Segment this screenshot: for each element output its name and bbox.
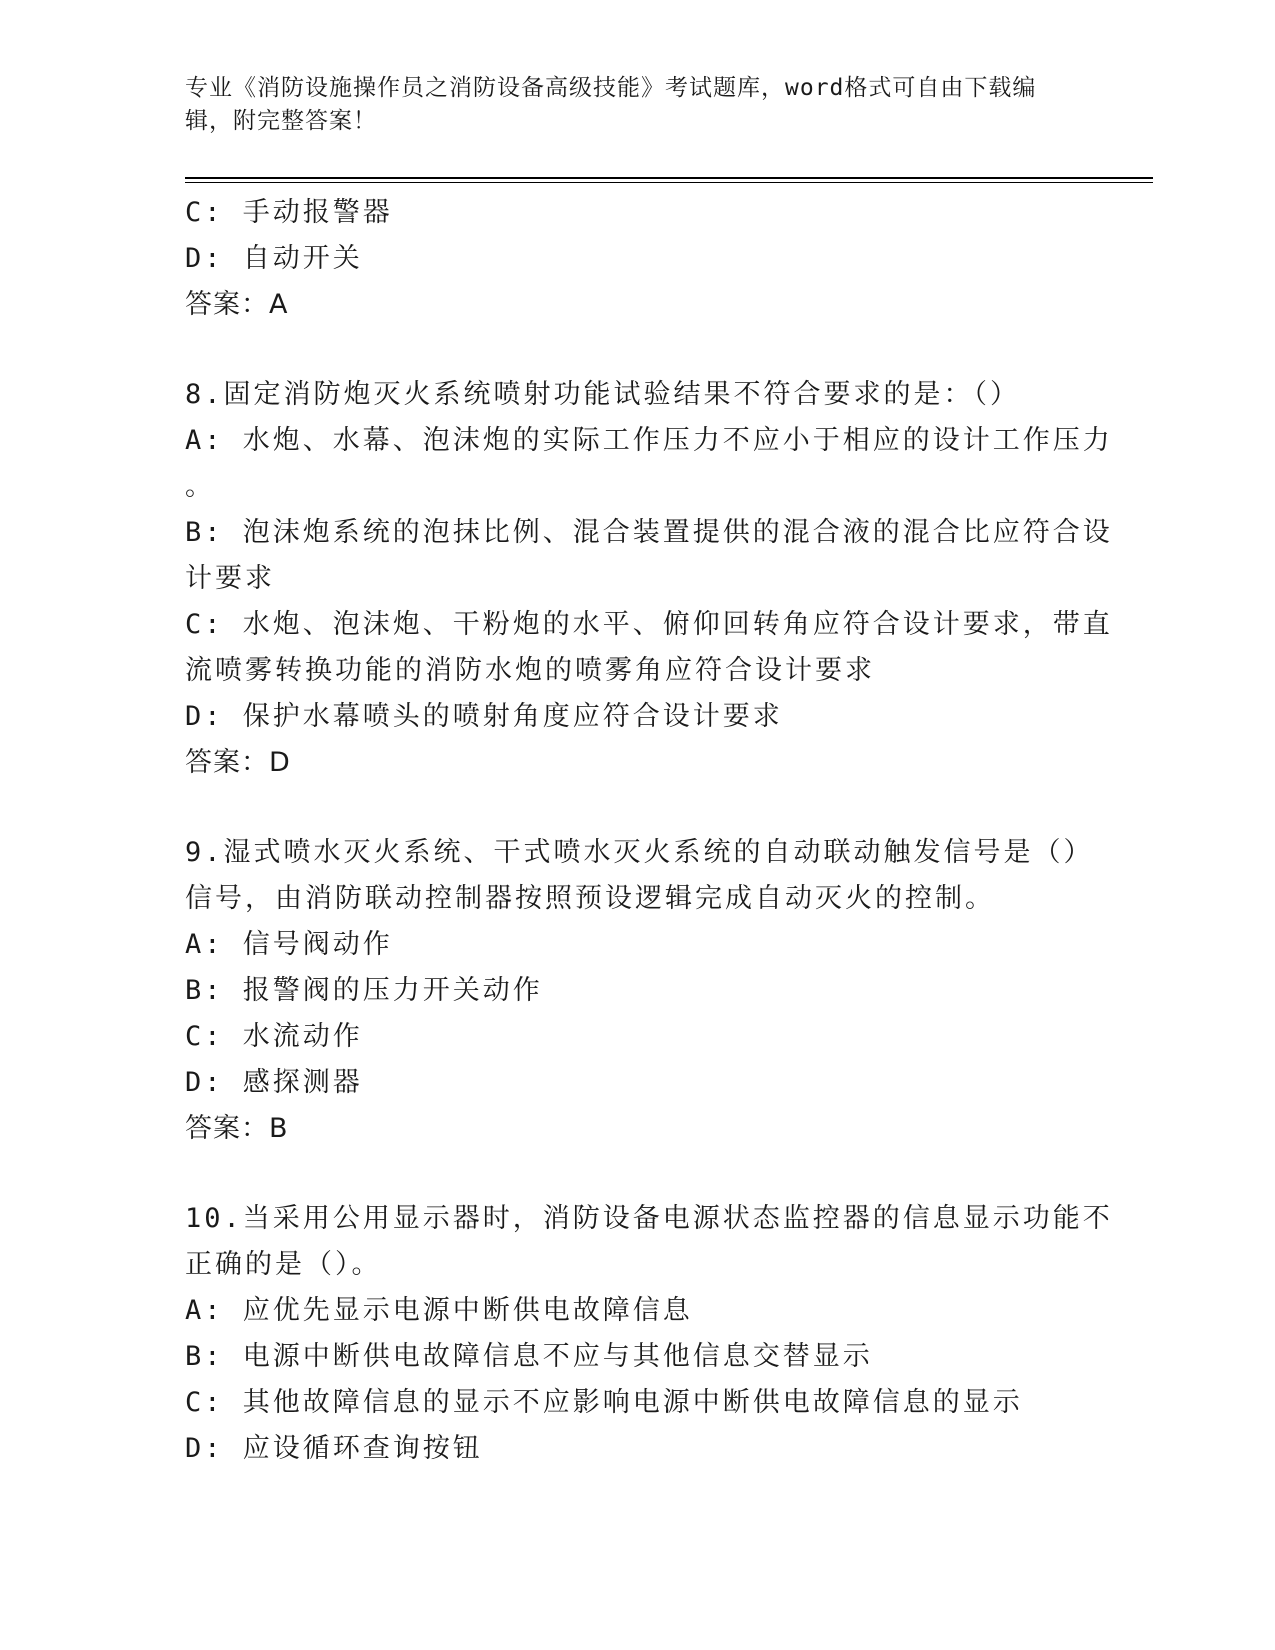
question-stem-continuation: 信号，由消防联动控制器按照预设逻辑完成自动灭火的控制。 (185, 883, 995, 914)
option-b-continuation: 计要求 (185, 563, 275, 594)
header-text-line-1: 专业《消防设施操作员之消防设备高级技能》考试题库，word格式可自由下载编 (185, 75, 1037, 101)
question-stem-continuation: 正确的是（）。 (185, 1249, 382, 1280)
option-b: B: 报警阀的压力开关动作 (185, 975, 543, 1006)
header-divider-thick (185, 177, 1153, 179)
option-d: D: 感探测器 (185, 1067, 363, 1098)
option-d: D: 应设循环查询按钮 (185, 1433, 483, 1464)
spacer (185, 786, 1085, 830)
option-a-continuation: 。 (185, 471, 215, 502)
document-body (185, 190, 1113, 1472)
document-header (185, 72, 1065, 138)
spacer (185, 1152, 1085, 1196)
question-8 (185, 372, 1113, 786)
header-divider-thin (185, 182, 1153, 183)
option-b: B: 泡沫炮系统的泡抹比例、混合装置提供的混合液的混合比应符合设 (185, 517, 1113, 548)
question-stem: 10.当采用公用显示器时，消防设备电源状态监控器的信息显示功能不 (185, 1203, 1113, 1234)
answer-line: 答案：B (185, 1113, 289, 1144)
question-stem: 8.固定消防炮灭火系统喷射功能试验结果不符合要求的是：（） (185, 379, 1021, 410)
option-d: D: 保护水幕喷头的喷射角度应符合设计要求 (185, 701, 783, 732)
header-text-line-2: 辑，附完整答案！ (185, 108, 377, 134)
question-9 (185, 830, 1094, 1152)
option-c: C: 手动报警器 (185, 197, 393, 228)
option-b: B: 电源中断供电故障信息不应与其他信息交替显示 (185, 1341, 873, 1372)
option-c: C: 其他故障信息的显示不应影响电源中断供电故障信息的显示 (185, 1387, 1023, 1418)
option-c: C: 水流动作 (185, 1021, 363, 1052)
option-d: D: 自动开关 (185, 243, 363, 274)
question-7-tail (185, 190, 1085, 328)
answer-line: 答案：A (185, 289, 289, 320)
option-a: A: 应优先显示电源中断供电故障信息 (185, 1295, 693, 1326)
question-stem: 9.湿式喷水灭火系统、干式喷水灭火系统的自动联动触发信号是（） (185, 837, 1094, 868)
option-a: A: 水炮、水幕、泡沫炮的实际工作压力不应小于相应的设计工作压力 (185, 425, 1113, 456)
option-a: A: 信号阀动作 (185, 929, 393, 960)
option-c-continuation: 流喷雾转换功能的消防水炮的喷雾角应符合设计要求 (185, 655, 875, 686)
option-c: C: 水炮、泡沫炮、干粉炮的水平、俯仰回转角应符合设计要求，带直 (185, 609, 1113, 640)
question-10 (185, 1196, 1113, 1472)
answer-line: 答案：D (185, 747, 291, 778)
spacer (185, 328, 1085, 372)
